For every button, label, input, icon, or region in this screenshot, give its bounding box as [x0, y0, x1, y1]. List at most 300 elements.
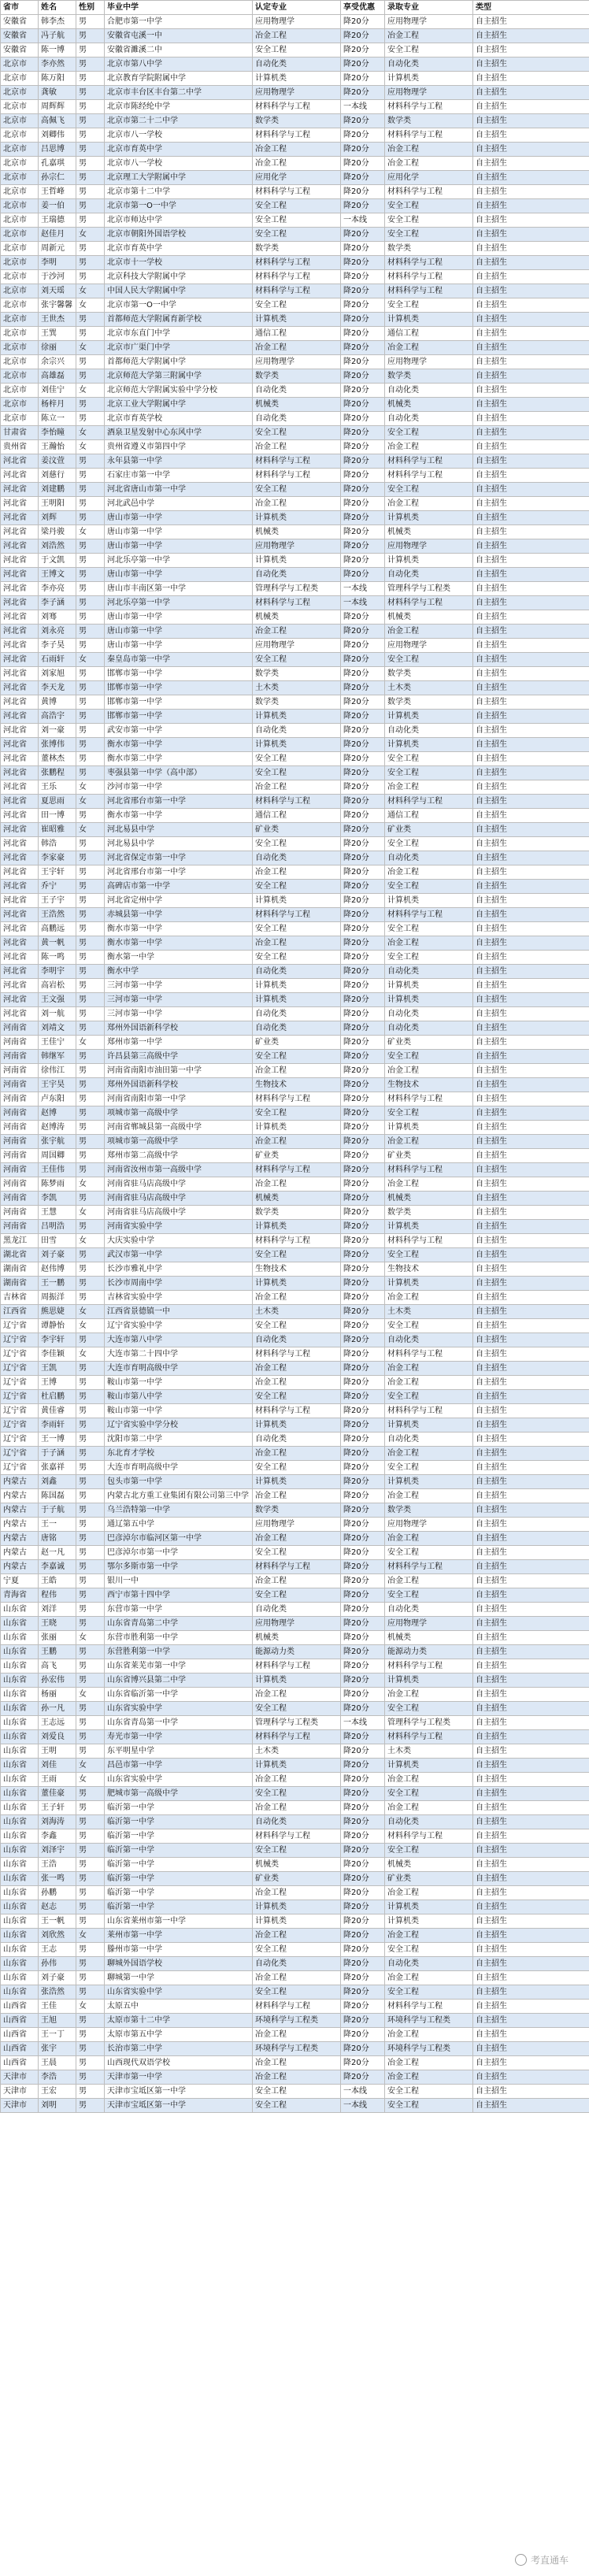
cell-preference: 降20分	[341, 1234, 385, 1248]
cell-preference: 降20分	[341, 1220, 385, 1234]
table-row	[1, 1319, 589, 1333]
cell-high-school: 大庆实验中学	[105, 1234, 253, 1248]
cell-approved-major: 材料科学与工程	[253, 908, 341, 922]
cell-type: 自主招生	[473, 1730, 589, 1744]
cell-admitted-major: 应用物理学	[385, 15, 473, 29]
cell-admitted-major: 安全工程	[385, 1461, 473, 1475]
cell-admitted-major: 安全工程	[385, 752, 473, 766]
cell-type: 自主招生	[473, 157, 589, 171]
cell-preference: 一本线	[341, 596, 385, 610]
cell-preference: 降20分	[341, 724, 385, 738]
table-row	[1, 1673, 589, 1688]
cell-province: 北京市	[1, 313, 39, 327]
cell-gender: 男	[76, 2056, 105, 2070]
cell-gender: 女	[76, 1319, 105, 1333]
cell-preference: 一本线	[341, 2085, 385, 2099]
table-row	[1, 270, 589, 284]
cell-province: 河北省	[1, 454, 39, 469]
table-row	[1, 738, 589, 752]
cell-type: 自主招生	[473, 256, 589, 270]
cell-admitted-major: 冶金工程	[385, 2056, 473, 2070]
cell-high-school: 北京市育英学校	[105, 412, 253, 426]
table-row	[1, 1716, 589, 1730]
cell-admitted-major: 冶金工程	[385, 1801, 473, 1815]
cell-gender: 男	[76, 965, 105, 979]
cell-approved-major: 机械类	[253, 398, 341, 412]
cell-admitted-major: 冶金工程	[385, 1064, 473, 1078]
table-row	[1, 327, 589, 341]
cell-high-school: 沈阳市第二中学	[105, 1433, 253, 1447]
cell-approved-major: 应用物理学	[253, 639, 341, 653]
cell-approved-major: 冶金工程	[253, 1574, 341, 1588]
cell-province: 河南省	[1, 1050, 39, 1064]
cell-gender: 男	[76, 1064, 105, 1078]
cell-type: 自主招生	[473, 738, 589, 752]
cell-type: 自主招生	[473, 86, 589, 100]
table-row	[1, 2056, 589, 2070]
cell-admitted-major: 材料科学与工程	[385, 1829, 473, 1844]
cell-province: 山东省	[1, 1773, 39, 1787]
cell-approved-major: 材料科学与工程	[253, 1404, 341, 1418]
cell-approved-major: 冶金工程	[253, 1929, 341, 1943]
cell-admitted-major: 冶金工程	[385, 1886, 473, 1900]
cell-approved-major: 安全工程	[253, 1702, 341, 1716]
cell-preference: 降20分	[341, 1560, 385, 1574]
cell-high-school: 北京市第八中学	[105, 57, 253, 72]
cell-gender: 男	[76, 1503, 105, 1518]
cell-name: 王瀚怡	[39, 440, 76, 454]
cell-high-school: 北京市育英中学	[105, 242, 253, 256]
cell-approved-major: 安全工程	[253, 1461, 341, 1475]
cell-admitted-major: 材料科学与工程	[385, 1659, 473, 1673]
table-row	[1, 1376, 589, 1390]
table-row	[1, 199, 589, 213]
cell-high-school: 太原市第五中学	[105, 2028, 253, 2042]
cell-province: 河北省	[1, 894, 39, 908]
cell-admitted-major: 安全工程	[385, 1702, 473, 1716]
cell-preference: 一本线	[341, 2099, 385, 2113]
cell-approved-major: 自动化类	[253, 851, 341, 865]
cell-gender: 男	[76, 2028, 105, 2042]
cell-gender: 女	[76, 525, 105, 539]
cell-preference: 一本线	[341, 100, 385, 114]
cell-admitted-major: 矿业类	[385, 1872, 473, 1886]
cell-preference: 降20分	[341, 29, 385, 43]
cell-high-school: 吉林省实验中学	[105, 1291, 253, 1305]
cell-high-school: 天津市第一中学	[105, 2070, 253, 2085]
cell-approved-major: 自动化类	[253, 1815, 341, 1829]
cell-preference: 降20分	[341, 1900, 385, 1914]
cell-name: 王世杰	[39, 313, 76, 327]
cell-admitted-major: 安全工程	[385, 1248, 473, 1262]
cell-preference: 降20分	[341, 851, 385, 865]
cell-name: 王雨	[39, 1773, 76, 1787]
cell-province: 北京市	[1, 256, 39, 270]
cell-admitted-major: 计算机类	[385, 1900, 473, 1914]
cell-preference: 降20分	[341, 1574, 385, 1588]
cell-preference: 降20分	[341, 2042, 385, 2056]
cell-preference: 降20分	[341, 1603, 385, 1617]
cell-gender: 男	[76, 1716, 105, 1730]
cell-admitted-major: 自动化类	[385, 1021, 473, 1036]
cell-admitted-major: 计算机类	[385, 554, 473, 568]
cell-preference: 降20分	[341, 539, 385, 554]
cell-preference: 降20分	[341, 1007, 385, 1021]
cell-approved-major: 材料科学与工程	[253, 270, 341, 284]
cell-admitted-major: 数学类	[385, 695, 473, 710]
cell-province: 北京市	[1, 128, 39, 143]
cell-admitted-major: 冶金工程	[385, 497, 473, 511]
cell-preference: 降20分	[341, 1872, 385, 1886]
cell-approved-major: 安全工程	[253, 752, 341, 766]
cell-gender: 男	[76, 355, 105, 369]
cell-gender: 男	[76, 1914, 105, 1929]
cell-name: 刘辉	[39, 511, 76, 525]
table-row	[1, 1461, 589, 1475]
cell-high-school: 东营市胜利第一中学	[105, 1631, 253, 1645]
cell-gender: 男	[76, 1475, 105, 1489]
cell-gender: 男	[76, 497, 105, 511]
cell-name: 王晓	[39, 1617, 76, 1631]
cell-admitted-major: 安全工程	[385, 653, 473, 667]
cell-gender: 男	[76, 710, 105, 724]
cell-gender: 男	[76, 143, 105, 157]
cell-high-school: 衡水市第一中学	[105, 936, 253, 951]
cell-name: 王一丁	[39, 2028, 76, 2042]
cell-admitted-major: 安全工程	[385, 766, 473, 780]
cell-preference: 降20分	[341, 1376, 385, 1390]
table-row	[1, 2070, 589, 2085]
cell-preference: 降20分	[341, 483, 385, 497]
cell-admitted-major: 土木类	[385, 1305, 473, 1319]
cell-province: 山东省	[1, 1716, 39, 1730]
table-row	[1, 1021, 589, 1036]
cell-admitted-major: 冶金工程	[385, 1376, 473, 1390]
cell-name: 黄佳睿	[39, 1404, 76, 1418]
cell-preference: 降20分	[341, 865, 385, 880]
cell-approved-major: 安全工程	[253, 922, 341, 936]
cell-gender: 男	[76, 171, 105, 185]
cell-type: 自主招生	[473, 483, 589, 497]
cell-admitted-major: 环境科学与工程类	[385, 2014, 473, 2028]
table-row	[1, 57, 589, 72]
cell-province: 河北省	[1, 625, 39, 639]
cell-type: 自主招生	[473, 1192, 589, 1206]
cell-province: 河南省	[1, 1106, 39, 1121]
cell-gender: 男	[76, 1673, 105, 1688]
cell-name: 李鑫	[39, 1829, 76, 1844]
cell-name: 王子宇	[39, 894, 76, 908]
table-row	[1, 1844, 589, 1858]
cell-province: 辽宁省	[1, 1433, 39, 1447]
cell-preference: 降20分	[341, 1078, 385, 1092]
cell-gender: 女	[76, 1036, 105, 1050]
cell-admitted-major: 冶金工程	[385, 1447, 473, 1461]
table-row	[1, 114, 589, 128]
cell-approved-major: 计算机类	[253, 1673, 341, 1688]
cell-high-school: 河南省汝州市第一高级中学	[105, 1163, 253, 1177]
header-name: 姓名	[39, 1, 76, 15]
cell-province: 河北省	[1, 795, 39, 809]
cell-approved-major: 数学类	[253, 695, 341, 710]
cell-admitted-major: 安全工程	[385, 1943, 473, 1957]
cell-gender: 男	[76, 1418, 105, 1433]
cell-admitted-major: 计算机类	[385, 1121, 473, 1135]
cell-name: 刘永亮	[39, 625, 76, 639]
cell-high-school: 河北省唐山市第一中学	[105, 483, 253, 497]
cell-admitted-major: 数学类	[385, 667, 473, 681]
cell-approved-major: 计算机类	[253, 1759, 341, 1773]
cell-province: 河北省	[1, 965, 39, 979]
cell-approved-major: 材料科学与工程	[253, 454, 341, 469]
cell-preference: 降20分	[341, 454, 385, 469]
cell-province: 河南省	[1, 1163, 39, 1177]
table-row	[1, 412, 589, 426]
cell-type: 自主招生	[473, 1872, 589, 1886]
table-row	[1, 766, 589, 780]
table-row	[1, 1645, 589, 1659]
table-row	[1, 568, 589, 582]
cell-preference: 降20分	[341, 1291, 385, 1305]
cell-preference: 降20分	[341, 1149, 385, 1163]
cell-admitted-major: 安全工程	[385, 837, 473, 851]
cell-admitted-major: 计算机类	[385, 72, 473, 86]
cell-type: 自主招生	[473, 1291, 589, 1305]
cell-admitted-major: 自动化类	[385, 1007, 473, 1021]
cell-name: 刘欣然	[39, 1929, 76, 1943]
cell-province: 山东省	[1, 1900, 39, 1914]
cell-name: 徐丽	[39, 341, 76, 355]
cell-province: 山东省	[1, 1844, 39, 1858]
cell-approved-major: 数学类	[253, 369, 341, 384]
cell-type: 自主招生	[473, 1588, 589, 1603]
cell-name: 李亦亮	[39, 582, 76, 596]
cell-high-school: 北京科技大学附属中学	[105, 270, 253, 284]
cell-name: 孙宗仁	[39, 171, 76, 185]
table-row	[1, 1971, 589, 1985]
cell-high-school: 唐山市第一中学	[105, 610, 253, 625]
table-row	[1, 1277, 589, 1291]
cell-high-school: 河北武邑中学	[105, 497, 253, 511]
cell-gender: 男	[76, 752, 105, 766]
cell-province: 山东省	[1, 1829, 39, 1844]
table-row	[1, 936, 589, 951]
cell-type: 自主招生	[473, 412, 589, 426]
cell-name: 黄一帆	[39, 936, 76, 951]
cell-gender: 男	[76, 242, 105, 256]
cell-gender: 男	[76, 1248, 105, 1262]
cell-type: 自主招生	[473, 213, 589, 228]
cell-type: 自主招生	[473, 1844, 589, 1858]
cell-preference: 降20分	[341, 625, 385, 639]
cell-gender: 男	[76, 1192, 105, 1206]
cell-name: 黄博	[39, 695, 76, 710]
cell-gender: 男	[76, 738, 105, 752]
table-row	[1, 1248, 589, 1262]
cell-preference: 降20分	[341, 270, 385, 284]
cell-gender: 男	[76, 681, 105, 695]
cell-name: 周辉辉	[39, 100, 76, 114]
cell-approved-major: 冶金工程	[253, 440, 341, 454]
cell-admitted-major: 自动化类	[385, 57, 473, 72]
cell-province: 湖北省	[1, 1248, 39, 1262]
cell-name: 刘一豪	[39, 724, 76, 738]
cell-gender: 女	[76, 1234, 105, 1248]
cell-preference: 降20分	[341, 384, 385, 398]
cell-preference: 降20分	[341, 1475, 385, 1489]
cell-gender: 女	[76, 1688, 105, 1702]
cell-province: 湖南省	[1, 1262, 39, 1277]
cell-type: 自主招生	[473, 837, 589, 851]
cell-high-school: 大连市第二十四中学	[105, 1347, 253, 1362]
cell-province: 安徽省	[1, 29, 39, 43]
cell-admitted-major: 计算机类	[385, 894, 473, 908]
cell-name: 李明宇	[39, 965, 76, 979]
cell-type: 自主招生	[473, 1914, 589, 1929]
cell-approved-major: 管理科学与工程类	[253, 1716, 341, 1730]
cell-province: 河北省	[1, 809, 39, 823]
cell-name: 刘慈行	[39, 469, 76, 483]
cell-approved-major: 安全工程	[253, 298, 341, 313]
cell-gender: 女	[76, 341, 105, 355]
cell-gender: 男	[76, 1390, 105, 1404]
cell-gender: 男	[76, 114, 105, 128]
cell-type: 自主招生	[473, 865, 589, 880]
cell-name: 张宇	[39, 2042, 76, 2056]
table-row	[1, 1192, 589, 1206]
cell-admitted-major: 计算机类	[385, 738, 473, 752]
cell-gender: 男	[76, 313, 105, 327]
cell-approved-major: 安全工程	[253, 766, 341, 780]
cell-province: 山东省	[1, 1603, 39, 1617]
cell-admitted-major: 安全工程	[385, 1546, 473, 1560]
cell-approved-major: 安全工程	[253, 1985, 341, 2000]
cell-preference: 降20分	[341, 341, 385, 355]
cell-gender: 男	[76, 199, 105, 213]
cell-preference: 降20分	[341, 72, 385, 86]
cell-gender: 男	[76, 1277, 105, 1291]
cell-approved-major: 数学类	[253, 667, 341, 681]
cell-approved-major: 计算机类	[253, 1914, 341, 1929]
cell-gender: 男	[76, 1333, 105, 1347]
cell-gender: 男	[76, 1560, 105, 1574]
cell-admitted-major: 生物技术	[385, 1078, 473, 1092]
cell-high-school: 山东省实验中学	[105, 1985, 253, 2000]
cell-approved-major: 矿业类	[253, 823, 341, 837]
cell-admitted-major: 冶金工程	[385, 440, 473, 454]
cell-approved-major: 生物技术	[253, 1078, 341, 1092]
cell-preference: 降20分	[341, 1971, 385, 1985]
cell-province: 北京市	[1, 185, 39, 199]
cell-high-school: 贵州省遵义市第四中学	[105, 440, 253, 454]
cell-high-school: 通辽第五中学	[105, 1518, 253, 1532]
cell-approved-major: 冶金工程	[253, 1886, 341, 1900]
cell-gender: 男	[76, 1532, 105, 1546]
cell-province: 甘肃省	[1, 426, 39, 440]
cell-approved-major: 自动化类	[253, 724, 341, 738]
cell-preference: 降20分	[341, 1036, 385, 1050]
cell-gender: 男	[76, 1106, 105, 1121]
cell-approved-major: 安全工程	[253, 1844, 341, 1858]
cell-type: 自主招生	[473, 1106, 589, 1121]
cell-gender: 男	[76, 851, 105, 865]
cell-type: 自主招生	[473, 795, 589, 809]
cell-province: 山东省	[1, 1730, 39, 1744]
cell-type: 自主招生	[473, 1220, 589, 1234]
header-gender: 性别	[76, 1, 105, 15]
cell-type: 自主招生	[473, 525, 589, 539]
table-row	[1, 1262, 589, 1277]
cell-approved-major: 自动化类	[253, 1433, 341, 1447]
table-row	[1, 1872, 589, 1886]
cell-admitted-major: 安全工程	[385, 1985, 473, 2000]
cell-province: 河南省	[1, 1135, 39, 1149]
cell-name: 赵一凡	[39, 1546, 76, 1560]
cell-admitted-major: 机械类	[385, 610, 473, 625]
cell-admitted-major: 安全工程	[385, 298, 473, 313]
cell-province: 辽宁省	[1, 1347, 39, 1362]
cell-gender: 男	[76, 539, 105, 554]
cell-name: 王宇轩	[39, 865, 76, 880]
cell-preference: 降20分	[341, 143, 385, 157]
cell-province: 辽宁省	[1, 1319, 39, 1333]
cell-admitted-major: 安全工程	[385, 483, 473, 497]
cell-approved-major: 数学类	[253, 242, 341, 256]
cell-type: 自主招生	[473, 1121, 589, 1135]
cell-name: 田一博	[39, 809, 76, 823]
cell-approved-major: 安全工程	[253, 426, 341, 440]
cell-province: 河北省	[1, 823, 39, 837]
cell-type: 自主招生	[473, 1262, 589, 1277]
cell-admitted-major: 计算机类	[385, 1418, 473, 1433]
cell-approved-major: 冶金工程	[253, 1773, 341, 1787]
table-row	[1, 922, 589, 936]
cell-preference: 降20分	[341, 809, 385, 823]
table-row	[1, 1829, 589, 1844]
cell-province: 河北省	[1, 922, 39, 936]
cell-preference: 降20分	[341, 922, 385, 936]
cell-high-school: 首都师范大学附属育新学校	[105, 313, 253, 327]
table-row	[1, 1957, 589, 1971]
cell-approved-major: 数学类	[253, 114, 341, 128]
cell-preference: 降20分	[341, 1404, 385, 1418]
cell-gender: 男	[76, 837, 105, 851]
cell-preference: 降20分	[341, 1135, 385, 1149]
cell-approved-major: 计算机类	[253, 738, 341, 752]
table-row	[1, 2085, 589, 2099]
cell-high-school: 肥城市第一高级中学	[105, 1787, 253, 1801]
cell-province: 河北省	[1, 568, 39, 582]
cell-gender: 男	[76, 57, 105, 72]
cell-gender: 男	[76, 979, 105, 993]
cell-admitted-major: 冶金工程	[385, 1688, 473, 1702]
cell-admitted-major: 管理科学与工程类	[385, 582, 473, 596]
cell-high-school: 武汉市第一中学	[105, 1248, 253, 1262]
cell-approved-major: 冶金工程	[253, 1971, 341, 1985]
cell-type: 自主招生	[473, 951, 589, 965]
cell-province: 辽宁省	[1, 1390, 39, 1404]
cell-approved-major: 冶金工程	[253, 865, 341, 880]
cell-preference: 降20分	[341, 1787, 385, 1801]
cell-approved-major: 冶金工程	[253, 1489, 341, 1503]
cell-high-school: 银川一中	[105, 1574, 253, 1588]
cell-name: 石雨轩	[39, 653, 76, 667]
cell-admitted-major: 生物技术	[385, 1262, 473, 1277]
table-row	[1, 1234, 589, 1248]
cell-type: 自主招生	[473, 1744, 589, 1759]
cell-type: 自主招生	[473, 298, 589, 313]
cell-approved-major: 材料科学与工程	[253, 1659, 341, 1673]
